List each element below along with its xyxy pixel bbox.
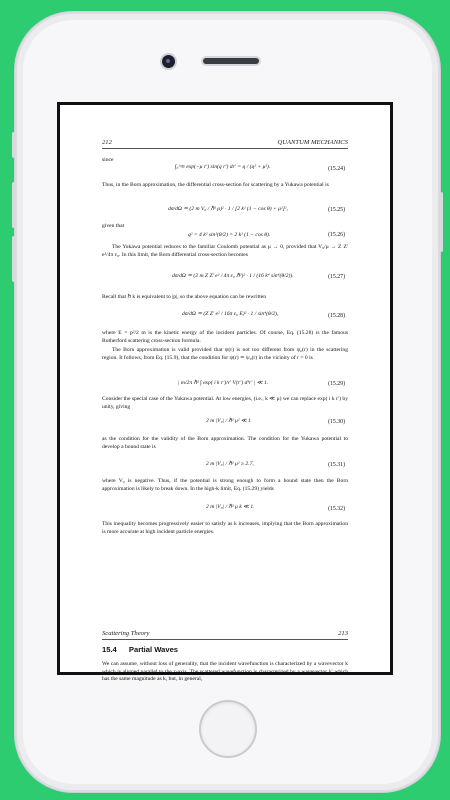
- paragraph: where V₀ is negative. Thus, if the potential is strong enough to form a bound state then the Born approximation is likely to break down. In the high-k limit, Eq. (15.29) yields: [102, 478, 348, 492]
- paragraph: as the condition for the validity of the Born approximation. The condition for the Yukawa potential to develop a bound state is: [102, 436, 348, 450]
- page-header-title: QUANTUM MECHANICS: [277, 139, 348, 146]
- paragraph: The Yukawa potential reduces to the familiar Coulomb potential as μ → 0, provided that V₀/μ → Z Z′ e²/4π ε₀. In this limit, the Born differential cross-section becomes: [102, 244, 348, 258]
- equation: 2 m |V₀| / ℏ² μ² ≪ 1: [206, 418, 251, 424]
- mute-switch: [12, 132, 16, 158]
- equation: dσ/dΩ ≃ (2 m V₀ / ℏ² μ)² · 1 / [2 k² (1 − cos θ) + μ²]²,: [168, 206, 288, 212]
- equation-number: (15.24): [328, 166, 345, 172]
- equation-number: (15.31): [328, 462, 345, 468]
- equation-number: (15.30): [328, 419, 345, 425]
- paragraph: where E = p²/2 m is the kinetic energy of the incident particles. Of course, Eq. (15.28) is the famous Rutherford scattering cross-section formula.: [102, 330, 348, 344]
- equation: | m/2π ℏ² ∫ exp( i k r′)/r′ V(r′) d³r′ | ≪ 1.: [178, 380, 269, 386]
- paragraph: The Born approximation is valid provided that ψ(r) is not too different from ψ₀(r) in the scattering region. It follows, from Eq. (15.9), that the condition for ψ(r) ≃ ψ₀(r) in the vicinity of r = 0 is: [102, 347, 348, 361]
- volume-up-button: [12, 182, 16, 228]
- home-button[interactable]: [199, 700, 257, 758]
- paragraph: since: [102, 157, 114, 163]
- equation-number: (15.25): [328, 207, 345, 213]
- section-title: Partial Waves: [128, 645, 179, 654]
- equation-number: (15.29): [328, 381, 345, 387]
- equation-number: (15.32): [328, 506, 345, 512]
- header-rule: [102, 148, 348, 149]
- section-number: 15.4: [102, 645, 117, 654]
- equation-number: (15.28): [328, 313, 345, 319]
- equation: 2 m |V₀| / ℏ² μ² ≥ 2.7,: [206, 461, 254, 467]
- volume-down-button: [12, 236, 16, 282]
- header-rule: [102, 639, 348, 640]
- page-header-title: Scattering Theory: [102, 630, 150, 637]
- running-head-bottom: [102, 630, 348, 637]
- equation-number: (15.27): [328, 274, 345, 280]
- equation: q² = 4 k² sin²(θ/2) = 2 k² (1 − cos θ).: [188, 232, 271, 238]
- front-camera-icon: [162, 55, 175, 68]
- speaker-grille: [203, 58, 259, 64]
- section-heading: [102, 645, 178, 654]
- power-button: [439, 192, 443, 252]
- equation: dσ/dΩ ≃ (2 m Z Z′ e² / 4π ε₀ ℏ²)² · 1 / (16 k⁴ sin⁴(θ/2)).: [172, 273, 294, 279]
- equation: 2 m |V₀| / ℏ² μ k ≪ 1.: [206, 504, 255, 510]
- paragraph: We can assume, without loss of generality, that the incident wavefunction is characterized by a wavevector k which is aligned parallel to the z-axis. The scattered wavefunction is characterized by a wavevector k′ which has the same magnitude as k, but, in general,: [102, 661, 348, 683]
- paragraph: This inequality becomes progressively easier to satisfy as k increases, implying that the Born approximation is more accurate at high incident particle energies.: [102, 521, 348, 535]
- paragraph: Consider the special case of the Yukawa potential. At low energies, (i.e., k ≪ μ) we can replace exp( i k r′) by unity, giving: [102, 396, 348, 410]
- page-number: 212: [102, 139, 112, 146]
- equation: ∫₀^∞ exp(−μ r′) sin(q r′) dr′ = q / (q² + μ²).: [175, 164, 271, 170]
- equation-number: (15.26): [328, 232, 345, 238]
- equation: dσ/dΩ ≃ (Z Z′ e² / 16π ε₀ E)² · 1 / sin⁴(θ/2),: [182, 311, 279, 317]
- paragraph: Recall that ℏ k is equivalent to |p|, so the above equation can be rewritten: [102, 294, 267, 300]
- page-number: 213: [338, 630, 348, 637]
- paragraph: Thus, in the Born approximation, the differential cross-section for scattering by a Yukawa potential is: [102, 182, 329, 188]
- paragraph: given that: [102, 223, 125, 229]
- running-head-top: [102, 139, 348, 146]
